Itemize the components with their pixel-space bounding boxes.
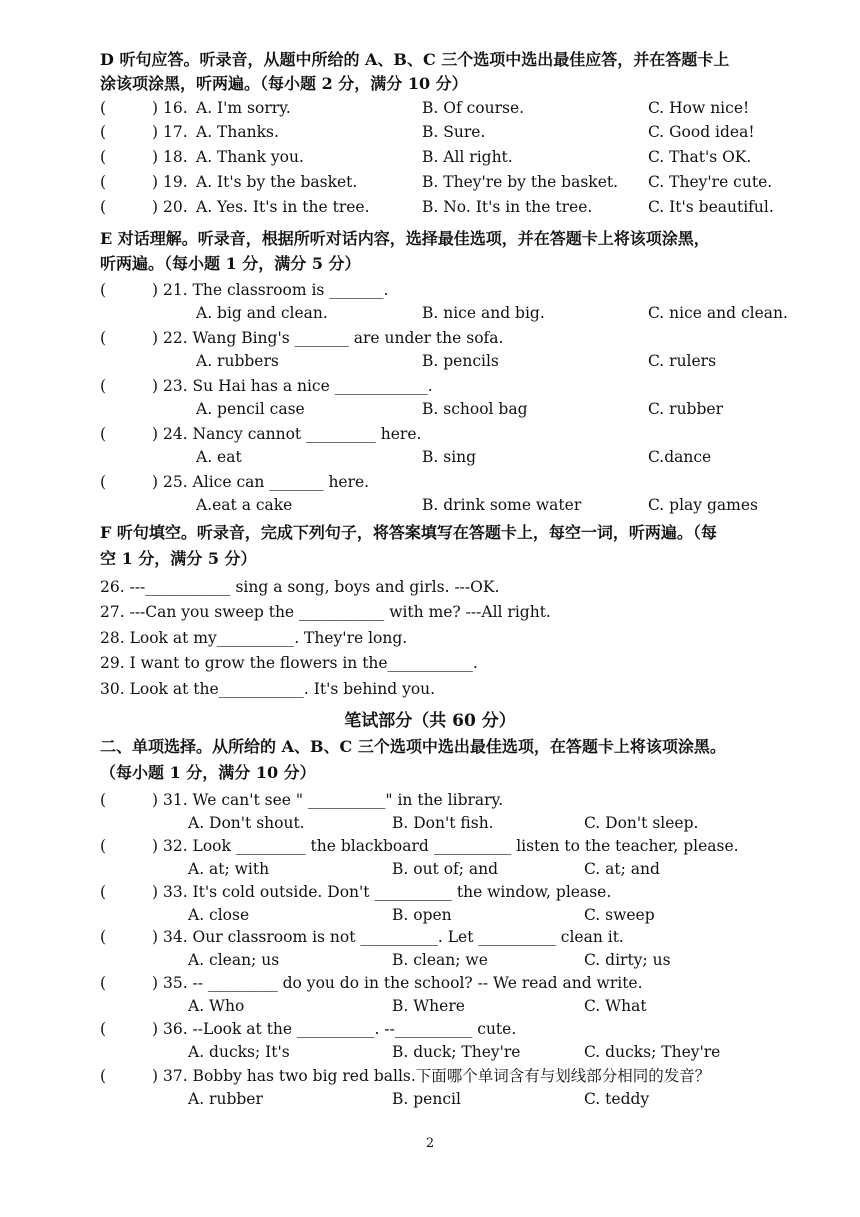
option-b: B. drink some water [422,496,582,514]
question-stem: ) 31. We can't see " __________" in the library. [152,791,504,809]
question-number: ) 16. [152,99,188,117]
option-a: A. close [188,906,250,924]
option-c: C. That's OK. [648,148,752,166]
section-f-heading-line2: 空 1 分，满分 5 分） [100,549,257,568]
question-stem: ) 33. It's cold outside. Don't __________ the window, please. [152,883,612,901]
question-stem: ) 23. Su Hai has a nice ____________. [152,377,433,395]
option-a: A. Thank you. [196,148,304,166]
answer-paren: ( [100,791,107,809]
option-b: B. They're by the basket. [422,173,619,191]
answer-paren: ( [100,377,107,395]
option-b: B. No. It's in the tree. [422,198,593,216]
answer-paren: ( [100,329,107,347]
question-number: ) 20. [152,198,188,216]
fill-blank-item: 27. ---Can you sweep the ___________ with me? ---All right. [100,603,551,621]
option-a: A. ducks; It's [188,1043,290,1061]
option-c: C. They're cute. [648,173,773,191]
option-b: B. Don't fish. [392,814,494,832]
option-c: C. ducks; They're [584,1043,721,1061]
question-stem: ) 37. Bobby has two big red balls.下面哪个单词含有与划线部分相同的发音？ [152,1067,711,1085]
answer-paren: ( [100,837,107,855]
option-b: B. nice and big. [422,304,545,322]
answer-paren: ( [100,123,107,141]
question-number: ) 17. [152,123,188,141]
fill-blank-item: 26. ---___________ sing a song, boys and girls. ---OK. [100,578,500,596]
option-b: B. duck; They're [392,1043,521,1061]
option-c: C. It's beautiful. [648,198,774,216]
option-c: C. How nice! [648,99,750,117]
option-a: A. big and clean. [196,304,328,322]
section-ii-heading-line1: 二、单项选择。从所给的 A、B、C 三个选项中选出最佳选项，在答题卡上将该项涂黑。 [100,737,726,756]
question-stem: ) 25. Alice can _______ here. [152,473,370,491]
option-b: B. out of; and [392,860,499,878]
option-c: C. What [584,997,647,1015]
option-a: A. Thanks. [196,123,279,141]
option-c: C. at; and [584,860,660,878]
section-d-heading-line1: D 听句应答。听录音，从题中所给的 A、B、C 三个选项中选出最佳应答，并在答题卡上 [100,50,730,69]
option-c: C. Good idea! [648,123,755,141]
answer-paren: ( [100,198,107,216]
question-stem: ) 21. The classroom is _______. [152,281,389,299]
answer-paren: ( [100,148,107,166]
section-f-heading-line1: F 听句填空。听录音，完成下列句子，将答案填写在答题卡上，每空一词，听两遍。（每 [100,523,717,542]
answer-paren: ( [100,173,107,191]
option-a: A. rubber [188,1090,263,1108]
answer-paren: ( [100,425,107,443]
question-stem: ) 22. Wang Bing's _______ are under the sofa. [152,329,504,347]
option-a: A. clean; us [188,951,280,969]
option-a: A. It's by the basket. [196,173,358,191]
answer-paren: ( [100,1020,107,1038]
option-c: C. rulers [648,352,717,370]
option-b: B. All right. [422,148,513,166]
question-stem: ) 34. Our classroom is not __________. Let __________ clean it. [152,928,624,946]
option-c: C. teddy [584,1090,650,1108]
page-number: 2 [425,1136,435,1151]
option-a: A. Who [188,997,245,1015]
option-a: A. eat [196,448,242,466]
section-e-heading-line2: 听两遍。（每小题 1 分，满分 5 分） [100,254,361,273]
option-b: B. open [392,906,452,924]
answer-paren: ( [100,281,107,299]
option-c: C. nice and clean. [648,304,788,322]
option-c: C.dance [648,448,712,466]
answer-paren: ( [100,883,107,901]
option-a: A. Don't shout. [188,814,305,832]
answer-paren: ( [100,1067,107,1085]
question-number: ) 19. [152,173,188,191]
option-b: B. sing [422,448,477,466]
option-b: B. Where [392,997,465,1015]
answer-paren: ( [100,974,107,992]
question-stem: ) 32. Look _________ the blackboard __________ listen to the teacher, please. [152,837,739,855]
fill-blank-item: 28. Look at my__________. They're long. [100,629,408,647]
option-a: A. rubbers [196,352,279,370]
option-b: B. Of course. [422,99,525,117]
option-c: C. Don't sleep. [584,814,699,832]
question-stem: ) 36. --Look at the __________. --__________ cute. [152,1020,517,1038]
answer-paren: ( [100,99,107,117]
option-c: C. rubber [648,400,723,418]
question-stem: ) 24. Nancy cannot _________ here. [152,425,422,443]
option-a: A. Yes. It's in the tree. [196,198,370,216]
question-number: ) 18. [152,148,188,166]
option-b: B. school bag [422,400,528,418]
fill-blank-item: 29. I want to grow the flowers in the___________. [100,654,478,672]
option-c: C. sweep [584,906,655,924]
option-b: B. pencil [392,1090,461,1108]
option-a: A.eat a cake [196,496,293,514]
option-b: B. Sure. [422,123,486,141]
option-b: B. pencils [422,352,499,370]
section-e-heading-line1: E 对话理解。听录音，根据所听对话内容，选择最佳选项，并在答题卡上将该项涂黑， [100,229,710,248]
option-a: A. at; with [188,860,270,878]
option-a: A. I'm sorry. [196,99,291,117]
option-a: A. pencil case [196,400,305,418]
question-stem: ) 35. -- _________ do you do in the school? -- We read and write. [152,974,643,992]
fill-blank-item: 30. Look at the___________. It's behind you. [100,680,436,698]
written-section-title: 笔试部分（共 60 分） [344,711,516,731]
option-b: B. clean; we [392,951,488,969]
option-c: C. play games [648,496,758,514]
section-d-heading-line2: 涂该项涂黑，听两遍。（每小题 2 分，满分 10 分） [100,74,468,93]
answer-paren: ( [100,473,107,491]
section-ii-heading-line2: （每小题 1 分，满分 10 分） [100,763,316,782]
option-c: C. dirty; us [584,951,671,969]
answer-paren: ( [100,928,107,946]
